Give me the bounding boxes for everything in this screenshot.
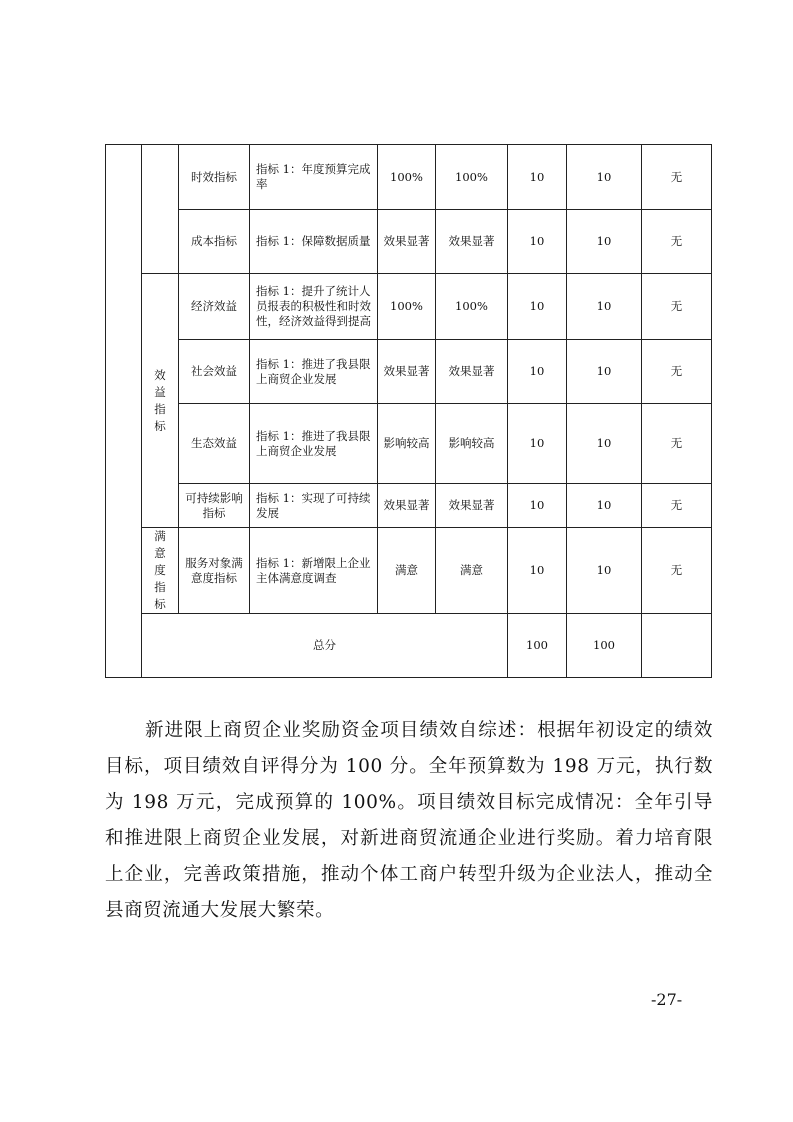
page-number: -27-	[651, 990, 683, 1009]
item-cell: 指标 1：保障数据质量	[250, 210, 378, 274]
indicator-cell: 成本指标	[179, 210, 250, 274]
indicator-cell: 生态效益	[179, 404, 250, 484]
total-weight: 100	[508, 614, 567, 678]
indicator-cell: 时效指标	[179, 145, 250, 210]
target-cell: 效果显著	[378, 210, 436, 274]
indicator-cell: 可持续影响指标	[179, 484, 250, 528]
group-benefit-cell	[142, 274, 179, 528]
subcategory-cell	[142, 145, 179, 274]
indicator-cell: 服务对象满意度指标	[179, 528, 250, 614]
score-cell: 10	[567, 274, 642, 340]
actual-cell: 100%	[436, 145, 508, 210]
target-cell: 满意	[378, 528, 436, 614]
score-cell: 10	[567, 210, 642, 274]
target-cell: 100%	[378, 274, 436, 340]
group-satisfaction-label: 满意度指标	[154, 529, 166, 611]
score-cell: 10	[567, 528, 642, 614]
indicator-cell: 社会效益	[179, 340, 250, 404]
weight-cell: 10	[508, 528, 567, 614]
actual-cell: 效果显著	[436, 340, 508, 404]
category-cell	[106, 145, 142, 678]
score-cell: 10	[567, 404, 642, 484]
total-row	[106, 614, 712, 678]
score-cell: 10	[567, 340, 642, 404]
table-row	[106, 274, 712, 340]
note-cell: 无	[642, 340, 712, 404]
note-cell: 无	[642, 210, 712, 274]
weight-cell: 10	[508, 145, 567, 210]
group-benefit-label: 效益指标	[154, 367, 166, 433]
total-score: 100	[567, 614, 642, 678]
target-cell: 影响较高	[378, 404, 436, 484]
actual-cell: 效果显著	[436, 484, 508, 528]
note-cell: 无	[642, 528, 712, 614]
note-cell: 无	[642, 145, 712, 210]
summary-paragraph: 新进限上商贸企业奖励资金项目绩效自综述：根据年初设定的绩效目标，项目绩效自评得分为 100 分。全年预算数为 198 万元，执行数为 198 万元，完成预算的 100%。项目绩效目标完成情况：全年引导和推进限上商贸企业发展，对新进商贸流通企业进行奖励。着力培育限上企业，完善政策措施，推动个体工商户转型升级为企业法人，推动全县商贸流通大发展大繁荣。	[105, 720, 713, 921]
table-row	[106, 528, 712, 614]
item-cell: 指标 1：新增限上企业主体满意度调查	[250, 528, 378, 614]
target-cell: 100%	[378, 145, 436, 210]
target-cell: 效果显著	[378, 484, 436, 528]
group-satisfaction-cell	[142, 528, 179, 614]
item-cell: 指标 1：推进了我县限上商贸企业发展	[250, 404, 378, 484]
item-cell: 指标 1：实现了可持续发展	[250, 484, 378, 528]
item-cell: 指标 1：年度预算完成率	[250, 145, 378, 210]
total-note	[642, 614, 712, 678]
table-row	[106, 484, 712, 528]
item-cell: 指标 1：提升了统计人员报表的积极性和时效性，经济效益得到提高	[250, 274, 378, 340]
indicator-cell: 经济效益	[179, 274, 250, 340]
table-row	[106, 145, 712, 210]
table-row	[106, 210, 712, 274]
total-label: 总分	[142, 614, 508, 678]
target-cell: 效果显著	[378, 340, 436, 404]
weight-cell: 10	[508, 404, 567, 484]
table-row	[106, 404, 712, 484]
weight-cell: 10	[508, 340, 567, 404]
weight-cell: 10	[508, 274, 567, 340]
actual-cell: 满意	[436, 528, 508, 614]
actual-cell: 影响较高	[436, 404, 508, 484]
item-cell: 指标 1：推进了我县限上商贸企业发展	[250, 340, 378, 404]
note-cell: 无	[642, 404, 712, 484]
note-cell: 无	[642, 484, 712, 528]
performance-table	[105, 144, 712, 678]
note-cell: 无	[642, 274, 712, 340]
score-cell: 10	[567, 484, 642, 528]
actual-cell: 100%	[436, 274, 508, 340]
weight-cell: 10	[508, 484, 567, 528]
actual-cell: 效果显著	[436, 210, 508, 274]
score-cell: 10	[567, 145, 642, 210]
weight-cell: 10	[508, 210, 567, 274]
table-row	[106, 340, 712, 404]
